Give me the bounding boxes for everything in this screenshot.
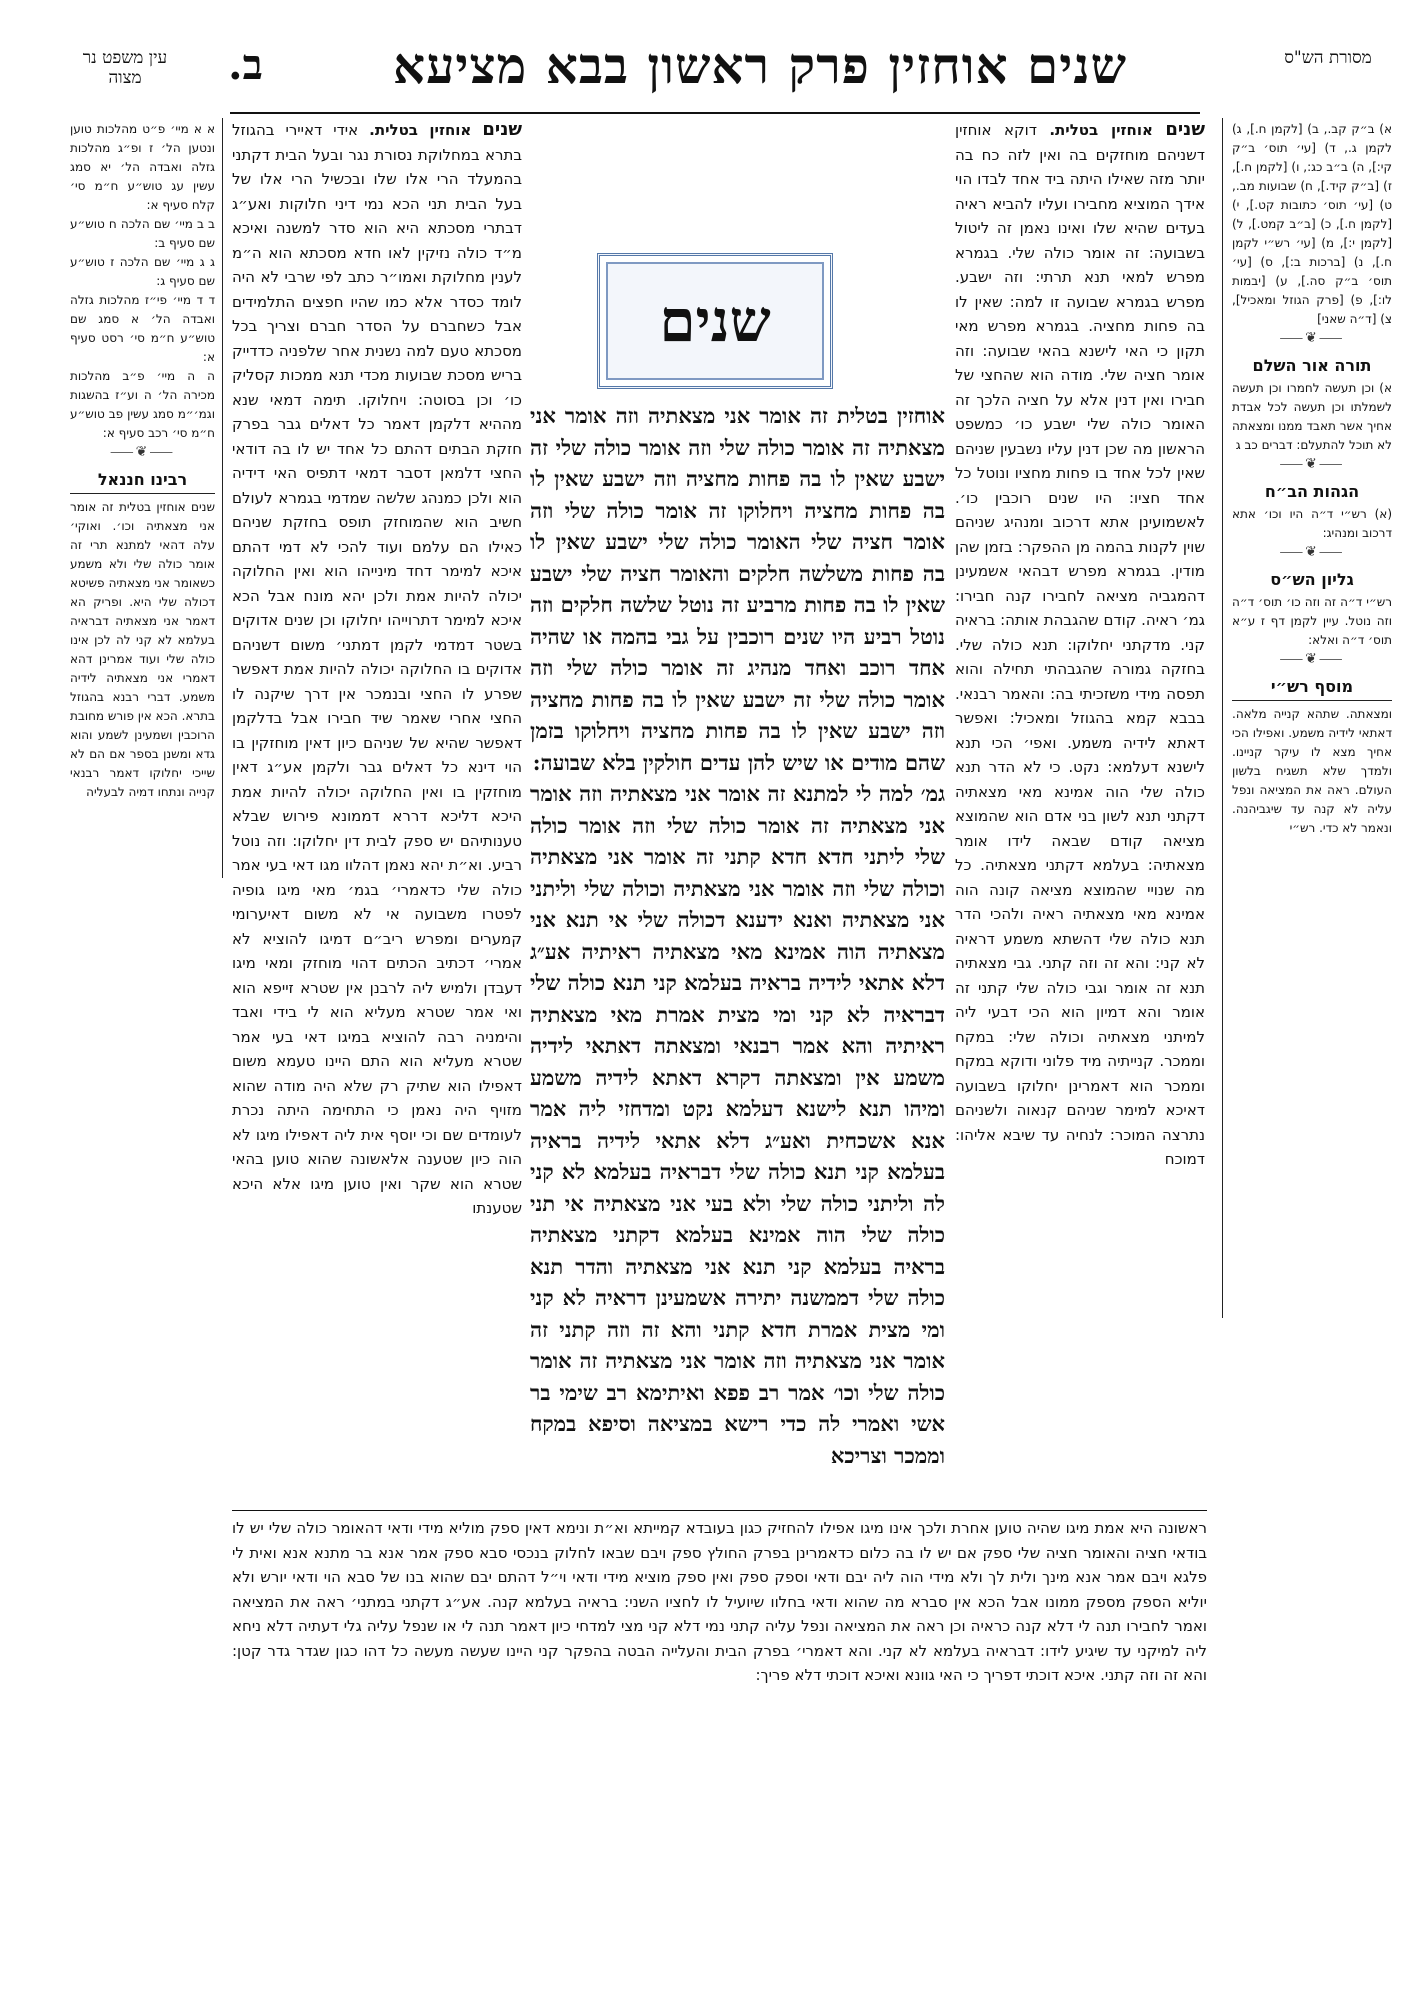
rashi-dibur: אוחזין בטלית. (1049, 121, 1153, 139)
ein-mishpat-item: ד ד מיי׳ פי״ז מהלכות גזלה ואבדה הל׳ א סמג שם טוש״ע ח״מ סי׳ רסט סעיף א: (70, 293, 215, 364)
ein-mishpat-label: עין משפט נר מצוה (82, 48, 168, 88)
bottom-commentary (232, 1516, 1207, 1956)
ornament-divider: ⸺❦⸺ (109, 444, 176, 460)
ein-mishpat-item: ג ג מיי׳ שם הלכה ז טוש״ע שם סעיף ג: (70, 255, 215, 288)
ornament-divider: ⸺❦⸺ (1279, 544, 1345, 560)
rashi-heading: שנים (1165, 119, 1205, 140)
rashi-text: דוקא אוחזין דשניהם מוחזקים בה ואין לזה כח בה יותר מזה שאילו היתה ביד אחד לבדו הוי אידך המוציא מחבירו ועליו להביא ראיה בעדים שהיא שלו ואינו נאמן זה ליטול בשבועה: זה אומר כולה שלי. בגמרא מפרש למאי תנא תרתי: וזה ישבע. מפרש בגמרא שבועה זו למה: שאין לו בה פחות מחציה. בגמרא מפרש מאי תקון כי האי לישנא בהאי שבועה: וזה אומר חציה שלי. מודה הוא שהחצי של חבירו ואין דנין אלא על חציה הלכך זה האומר כולה שלי ישבע כו׳ כמשפט הראשון מה שכן דנין עליו נשבעין שניהם שאין לכל אחד בו פחות מחציו ונוטל כל אחד חציו: היו שנים רוכבין כו׳. לאשמועינן אתא דרכוב ומנהיג שניהם שוין לקנות בהמה מן ההפקר: בזמן שהן מודין. בגמרא מפרש דבהאי אשמעינן דהמגביה מציאה לחבירו קנה חבירו: גמ׳ ראיה. קודם שהגבהת אותה: בראיה קני. מדקתני יחלוקו: תנא כולה שלי. בחזקה גמורה שהגבהתי תחילה והוא תפסה מידי משזכיתי בה: והאמר רבנאי. בבבא קמא בהגוזל ומאכיל: ואפשר דאתא לידיה משמע. ואפי׳ הכי תנא לישנא דעלמא: נקט. כי לא הדר תנא כולה שלי הוה אמינא מאי מצאתיה דקתני תנא לשון בני אדם הוא שהמוצא מציאה קודם שבאה לידו אומר מצאתיה: בעלמא דקתני מצאתיה. כל מה שנויי שהמוצא מציאה קונה הוה אמינא מאי מצאתיה ראיה ולהכי הדר תנא כולה שלי דהשתא משמע דראיה לא קני: והא זה וזה קתני. גבי מצאתיה תנא זה אומר וגבי כולה שלי קתני זה אומר והא דמיון הוא הכי דבעי ליה למיתני מצאתיה וכולה שלי: במקח וממכר. קנייתיה מיד פלוני ודוקא במקח וממכר הוא דאמרינן יחלוקו בשבועה דאיכא למימר שניהם קנאוה ולשניהם נתרצה המוכר: לנחיה עד שיבא אליהו: דמוכח (955, 121, 1205, 1168)
mesorah-column (1232, 120, 1392, 1320)
torah-or-heading: תורה אור השלם (1252, 356, 1372, 375)
opening-word: שנים (659, 287, 771, 355)
gilyon-text: רש״י ד״ה זה וזה כו׳ תוס׳ ד״ה וזה נוטל. עיין לקמן דף ז ע״א תוס׳ ד״ה ואלא: (1232, 595, 1392, 647)
ein-mishpat-column (70, 120, 215, 900)
ein-mishpat-item: ב ב מיי׳ שם הלכה ח טוש״ע שם סעיף ב: (70, 217, 215, 250)
ein-mishpat-item: א א מיי׳ פ״ט מהלכות טוען ונטען הל׳ ז ופ״ג מהלכות גזלה ואבדה הל׳ יא סמג עשין עג טוש״ע ח״מ סי׳ קלח סעיף א: (70, 122, 215, 212)
mesorah-refs: א) ב״ק קב., ב) [לקמן ח.], ג) לקמן ג., ד) [עי׳ תוס׳ ב״ק קי:], ה) ב״ב כג:, ו) [לקמן ח.], ז) [ב״ק קיד.], ח) שבועות מב., ט) [עי׳ תוס׳ כתובות קט.], י) [לקמן ח.], כ) [ב״ב קמט.], ל) [לקמן י:], מ) [עי׳ רש״י לקמן ח.], נ) [ברכות ב:], ס) [עי׳ תוס׳ ב״ק סה.], ע) [יבמות לו:], פ) [פרק הגוזל ומאכיל], צ) [ד״ה שאני] (1232, 122, 1392, 326)
right-margin-rule (1222, 118, 1223, 1318)
musaf-heading: מוסף רש״י (1270, 677, 1354, 696)
ein-mishpat-item: ה ה מיי׳ פ״ב מהלכות מכירה הל׳ ה וע״ז בהשגות וגמ׳״מ סמג עשין פב טוש״ע ח״מ סי׳ רכב סעיף א: (70, 369, 215, 440)
ornament-divider: ⸺❦⸺ (1279, 456, 1345, 472)
tosafot-text-block (232, 118, 522, 1221)
mishnah-text: אוחזין בטלית זה אומר אני מצאתיה וזה אומר אני מצאתיה זה אומר כולה שלי וזה אומר כולה שלי זה ישבע שאין לו בה פחות מחציה וזה ישבע שאין לו בה פחות מחציה ויחלוקו זה אומר כולה שלי וזה אומר חציה שלי האומר כולה שלי ישבע שאין לו בה פחות משלשה חלקים והאומר חציה שלי ישבע שאין לו בה פחות מרביע זה נוטל שלשה חלקים וזה נוטל רביע היו שנים רוכבין על גבי בהמה או שהיה אחד רוכב ואחד מנהיג זה אומר כולה שלי וזה אומר כולה שלי זה ישבע שאין לו בה פחות מחציה וזה ישבע שאין לו בה פחות מחציה ויחלוקו בזמן שהם מודים או שיש להן עדים חולקין בלא שבועה: (530, 403, 945, 775)
header-rule (230, 112, 1200, 114)
bottom-rule (232, 1510, 1207, 1511)
main-text-column (530, 400, 945, 1500)
ornament-divider: ⸺❦⸺ (1279, 651, 1345, 667)
hagahot-heading: הגהות הב״ח (1264, 482, 1360, 501)
page-title: שנים אוחזין פרק ראשון בבא מציעא (392, 36, 1128, 95)
rashi-column (955, 118, 1205, 1508)
folio-number: ב. (228, 40, 263, 89)
torah-or-text: א) וכן תעשה לחמרו וכן תעשה לשמלתו וכן תעשה לכל אבדת אחיך אשר תאבד ממנו ומצאתה לא תוכל להתעלם: דברים כב ג (1232, 381, 1392, 452)
tosafot-heading: שנים (482, 119, 522, 140)
mesorah-label: מסורת הש"ס (1284, 48, 1372, 68)
hagahot-text: (א) רש״י ד״ה היו וכו׳ אתא דרכוב ומנהיג: (1232, 507, 1392, 540)
gilyon-heading: גליון הש״ס (1270, 570, 1354, 589)
musaf-text: ומצאתה. שתהא קנייה מלאה. דאתאי לידיה משמע. ואפילו הכי אחיך מצא לו עיקר קניינו. ולמדך שלא תשגיח בלשון העולם. ראה את המציאה ונפל עליה לא קנה עד שיגביהנה. ונאמר לא כדי. רש״י (1232, 700, 1392, 838)
tosafot-dibur: אוחזין בטלית. (369, 121, 472, 139)
rabbeinu-chananel-text: שנים אוחזין בטלית זה אומר אני מצאתיה וכו׳. ואוקי׳ עלה דהאי למתנא תרי זה אומר כולה שלי ולא משמע כשאומר אני מצאתיה פשיטא דכולה שלי היא. ופריק הא דאמר אני מצאתיה דבראיה בעלמא לא קני לה לכן אינו כולה שלי ועוד אמרינן דהא דאמרי אני מצאתיה לידיה משמע. דברי רבנא בהגוזל בתרא. הכא אין פורש מחובת הרוכבין ושמעינן לשמע והוא גדא ומשנן בספר אם הם לא שייכי יחלוקו דאמר רבנאי קנייה ונתחו דמיה לבעליה (70, 493, 215, 802)
opening-word-ornament (597, 253, 833, 389)
left-margin-rule (222, 118, 223, 878)
rabbeinu-chananel-heading: רבינו חננאל (97, 470, 188, 489)
gemara-text: גמ׳ למה לי למתנא זה אומר אני מצאתיה וזה אומר אני מצאתיה זה אומר כולה שלי וזה אומר כולה שלי ליתני חדא חדא קתני זה אומר אני מצאתיה וכולה שלי וזה אומר אני מצאתיה וכולה שלי וליתני אני מצאתיה ואנא ידענא דכולה שלי אי תנא אני מצאתיה הוה אמינא מאי מצאתיה ראיתיה אע״ג דלא אתאי לידיה בראיה בעלמא קני תנא כולה שלי דבראיה לא קני ומי מצית אמרת מאי מצאתיה ראיתיה והא אמר רבנאי ומצאתה דאתאי לידיה משמע אין ומצאתה דקרא דאתא לידיה משמע ומיהו תנא לישנא דעלמא נקט ומדחזי ליה אמר אנא אשכחית ואע״ג דלא אתאי לידיה בראיה בעלמא קני תנא כולה שלי דבראיה בעלמא לא קני לה וליתני כולה שלי ולא בעי אני מצאתיה אי תני כולה שלי הוה אמינא בעלמא דקתני מצאתיה בראיה בעלמא קני תנא אני מצאתיה והדר תנא כולה שלי דממשנה יתירה אשמעינן דראיה לא קני ומי מצית אמרת חדא קתני והא זה וזה קתני זה אומר אני מצאתיה וזה אומר אני מצאתיה זה אומר כולה שלי וכו׳ אמר רב פפא ואיתימא רב שימי בר אשי ואמרי לה כדי רישא במציאה וסיפא במקח וממכר וצריכא (530, 781, 945, 1468)
rashi-text-block (955, 118, 1205, 1172)
ornament-divider: ⸺❦⸺ (1279, 330, 1345, 346)
bottom-commentary-text: ראשונה היא אמת מיגו שהיה טוען אחרת ולכך אינו מיגו אפילו להחזיק כגון בעובדא קמייתא וא״ת ונימא דאין ספק מוליא מידי ודאי דהאומר כולה שלי יש לו בודאי חציה והאומר חציה שלי ספק אם יש לו בה כלום כדאמרינן בפרק החולץ ספק ויבם שבאו לחלוק בנכסי סבא ספק אמר אנא בר מתנא אנא ואית לי פלגא ויבם אמר אנא מינך ולית לך ולא מידי הוה ליה יבם ודאי וספק ספק ואין ספק מוציא מידי ודאי וי״ל דהתם יבם שהוא בנו של סבא הוי ודאי יורש ולא יוליא הספק מספק ממונו אבל הכא אין סברא מה שהוא ודאי בחלוו שיועיל לו לחציו השני: בראיה בעלמא קנה. אע״ג דקתני במתני׳ ראה את המציאה ואמר לחבירו תנה לי דלא קנה כראיה וכן ראה את המציאה ונפל עליה קתני נמי דלא קני מצי למדחי כיון דאמר תנה לי או שנפל עליה גלי דעתיה דלא ניחא ליה למיקני עד שיגיע לידו: דבראיה בעלמא לא קני. והא דאמרי׳ בפרק הבית והעלייה הבטה בהפקר קני היינו שעשה מעשה כל דהו כגון שגדר גדר קטן: והא זה וזה קתני. איכא דוכתי דפריך כי האי גוונא ואיכא דוכתי דלא פריך: (232, 1519, 1207, 1684)
tosafot-text: אידי דאיירי בהגוזל בתרא במחלוקת נסורת נגר ובעל הבית דקתני בהמעלד הרי אלו שלו ובכשיל הרי אלו של בעל הבית תני הכא נמי דיני חלוקות ואע״ג דבתרי מסכתא היא הוא סדר למשנה ואיכא מ״ד כולה נזיקין לאו חדא מסכתא הוא ה״מ לענין מחלוקת ואמו״ר כתב לפי שרבי לא היה לומד כסדר אלא כמו שהיו חפצים התלמידים אבל כשחברם על הסדר חברם וצריך בכל מסכתא טעם למה נשנית אחר שלפניה כדדייק בריש מסכת שבועות מכדי תנא ממכות קסליק כו׳ וכן בסוטה: ויחלוקו. תימה דמאי שנא מההיא דלקמן דאמר כל דאלים גבר בפרק חזקת הבתים דהתם כל אחד יש לו בה דודאי החצי דלמאן דסבר דמאי דתפיס האי דידיה הוא ולכן כמנהג שלשה שמדמי בגמרא לעולם חשיב הוא שהמוחזק תופס בחזקת שניהם כאילו הם עלמם ועוד להכי לא דמי דהתם איכא למימר דחד מינייהו הוא ואין החלוקה יכולה להיות אמת ולכן יהא מונח אבל הכא איכא למימר דתרוייהו יחלוקו וכן שנים אדוקים בשטר דמדמי לקמן דמתני׳ משום דשניהם אדוקים בו החלוקה יכולה להיות אמת דאפשר שפרע לו החצי ובנמכר אין דרך שיקנה לו החצי אחרי שאמר שיד חבירו אבל בדלקמן דאפשר שהיא של שניהם כיון דאין מוחזקין בו הוי דינא כל דאלים גבר ולקמן אע״ג דאין מוחזקין בו ואין החלוקה יכולה להיות אמת היכא דליכא דררא דממונא פירוש שבלא טענותיהם יש ספק לבית דין יחלוקו: וזה נוטל רביע. וא״ת יהא נאמן דהלוו מגו דאי בעי אמר כולה שלי כדאמרי׳ בגמ׳ מאי מיגו גופיה לפטרו משבועה אי לא משום דאיערומי קמערים ומפרש ריב״ם דמיגו להוציא לא אמרי׳ דכתיב הכתים דהוי מוחזק ומאי מיגו דעבדן ולמיש ליה לרבנן אין שטרא זייפא הוא ואי אמר שטרא מעליא הוא לי בידי ואבד והימניה רבה להוציא במיגו דאי בעי אמר שטרא מעליא הוא התם היינו טעמא משום דאפילו הוא שתיק רק שלא היה מודה שהוא מזויף היה נאמן כי התחימה היתה נכרת לעומדים שם וכי יוסף אית ליה דאפילו מיגו לא הוה כיון שטענה אלאשונה שהוא טוען בהאי שטרא הוא שקר ואין טוען מיגו אלא היכא שטענתו (232, 121, 522, 1217)
tosafot-column (232, 118, 522, 1508)
